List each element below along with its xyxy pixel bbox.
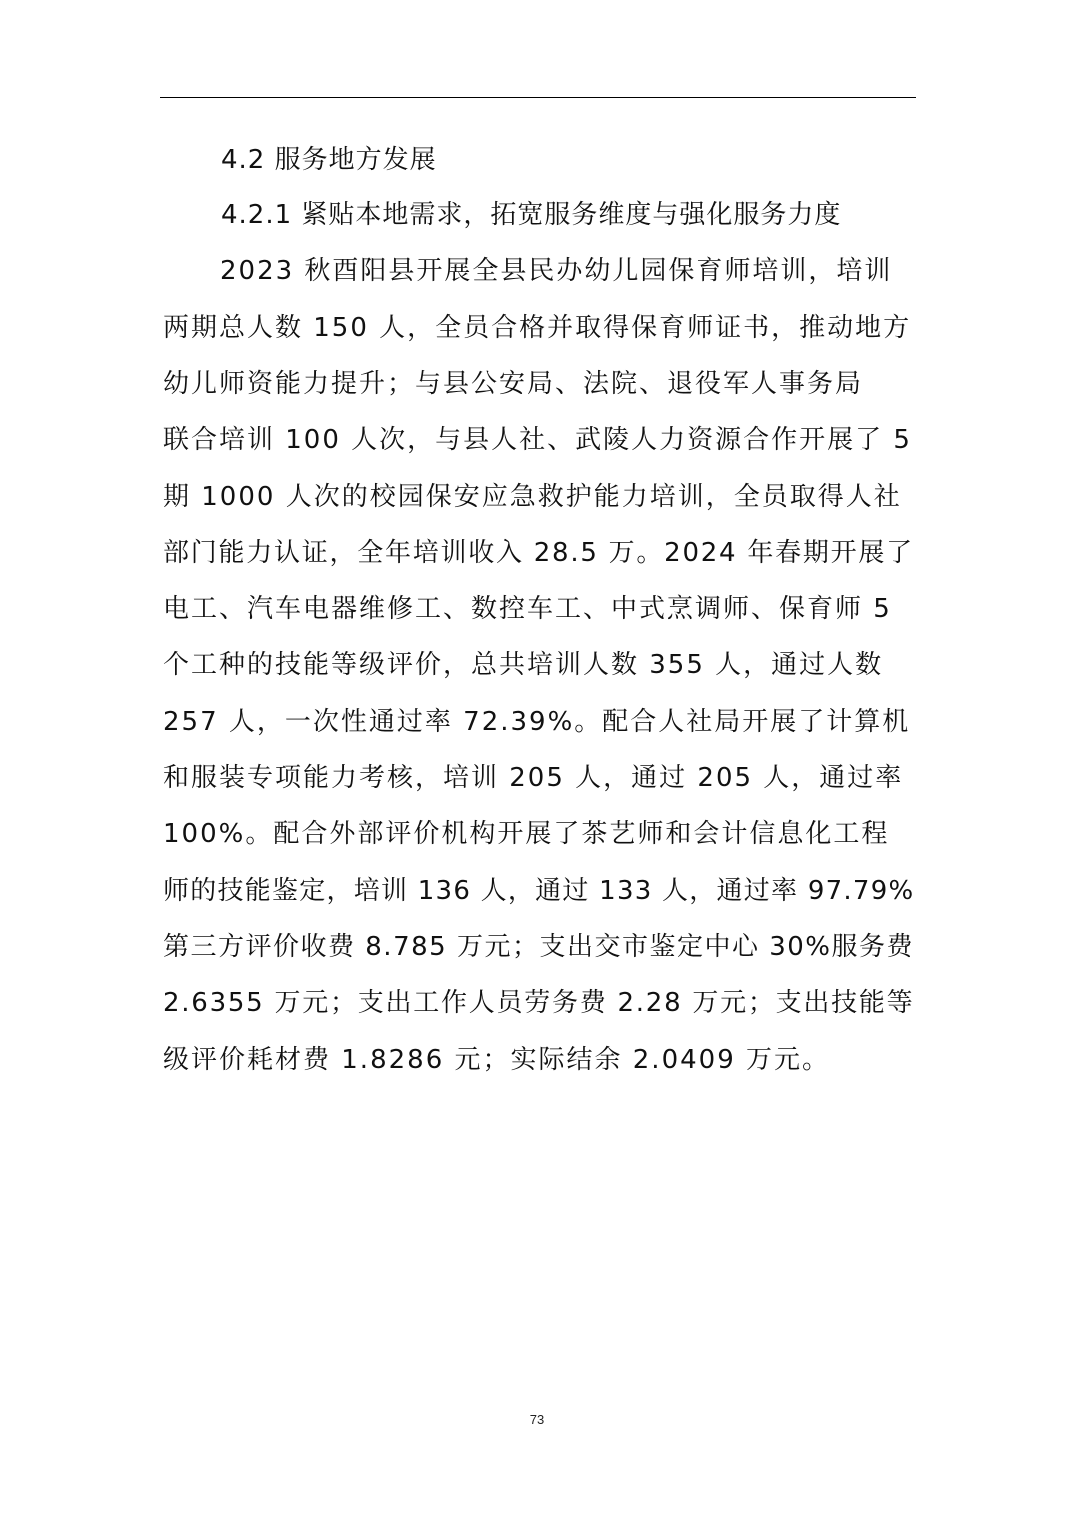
body-line-10: 和服装专项能力考核，培训 205 人，通过 205 人，通过率	[163, 763, 904, 793]
body-line-4: 联合培训 100 人次，与县人社、武陵人力资源合作开展了 5	[163, 425, 912, 455]
body-line-1: 2023 秋酉阳县开展全县民办幼儿园保育师培训，培训	[220, 256, 893, 286]
body-line-11: 100%。配合外部评价机构开展了茶艺师和会计信息化工程	[163, 819, 890, 849]
body-line-7: 电工、汽车电器维修工、数控车工、中式烹调师、保育师 5	[163, 594, 892, 624]
body-line-9: 257 人，一次性通过率 72.39%。配合人社局开展了计算机	[163, 707, 911, 737]
section-heading: 4.2 服务地方发展	[221, 145, 437, 175]
body-line-6: 部门能力认证，全年培训收入 28.5 万。2024 年春期开展了	[163, 538, 914, 568]
body-line-2: 两期总人数 150 人，全员合格并取得保育师证书，推动地方	[163, 313, 912, 343]
body-line-5: 期 1000 人次的校园保安应急救护能力培训，全员取得人社	[163, 482, 902, 512]
header-rule	[160, 97, 916, 98]
body-line-12: 师的技能鉴定，培训 136 人，通过 133 人，通过率 97.79%	[163, 876, 915, 906]
page-number: 73	[529, 1412, 545, 1427]
body-line-15: 级评价耗材费 1.8286 元；实际结余 2.0409 万元。	[163, 1045, 831, 1075]
body-line-14: 2.6355 万元；支出工作人员劳务费 2.28 万元；支出技能等	[163, 988, 915, 1018]
body-line-13: 第三方评价收费 8.785 万元；支出交市鉴定中心 30%服务费	[163, 932, 915, 962]
body-line-3: 幼儿师资能力提升；与县公安局、法院、退役军人事务局	[163, 369, 864, 399]
subsection-heading: 4.2.1 紧贴本地需求，拓宽服务维度与强化服务力度	[221, 200, 842, 230]
body-line-8: 个工种的技能等级评价，总共培训人数 355 人，通过人数	[163, 650, 884, 680]
